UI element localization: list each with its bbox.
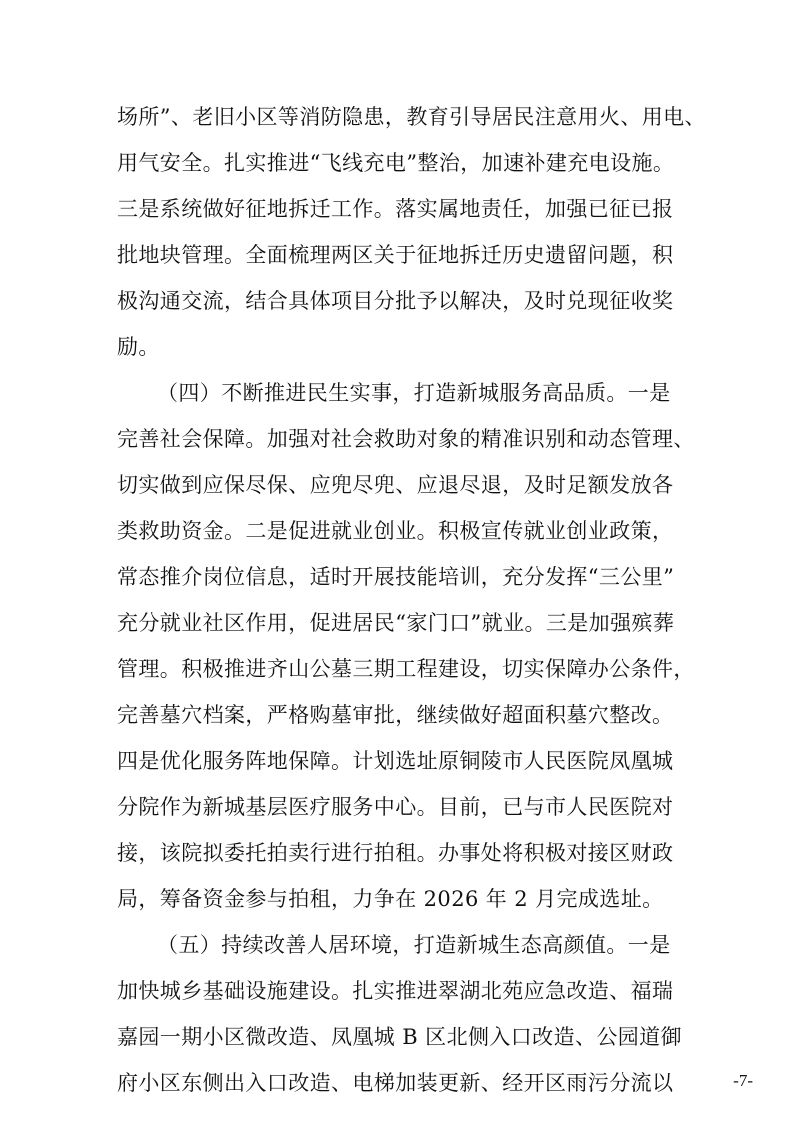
text-line: 切实做到应保尽保、应兜尽兜、应退尽退，及时足额发放各	[117, 473, 674, 497]
text-line: 管理。积极推进齐山公墓三期工程建设，切实保障办公条件，	[117, 657, 695, 681]
text-line: 接，该院拟委托拍卖行进行拍租。办事处将积极对接区财政	[117, 841, 674, 865]
text-line: 完善社会保障。加强对社会救助对象的精准识别和动态管理、	[117, 427, 695, 451]
text-line: 嘉园一期小区微改造、凤凰城 B 区北侧入口改造、公园道御	[117, 1025, 682, 1049]
text-line: 极沟通交流，结合具体项目分批予以解决，及时兑现征收奖	[117, 289, 674, 313]
text-line: 类救助资金。二是促进就业创业。积极宣传就业创业政策，	[117, 519, 674, 543]
section-heading-line: （五）持续改善人居环境，打造新城生态高颜值。一是	[157, 933, 671, 957]
section-heading-line: （四）不断推进民生实事，打造新城服务高品质。一是	[157, 381, 671, 405]
text-line: 用气安全。扎实推进“飞线充电”整治，加速补建充电设施。	[117, 151, 675, 175]
text-line: 批地块管理。全面梳理两区关于征地拆迁历史遗留问题，积	[117, 243, 674, 267]
text-line: 府小区东侧出入口改造、电梯加装更新、经开区雨污分流以	[117, 1071, 674, 1095]
page-number: -7-	[733, 1071, 753, 1090]
text-line: 加快城乡基础设施建设。扎实推进翠湖北苑应急改造、福瑞	[117, 979, 674, 1003]
text-line: 局，筹备资金参与拍租，力争在 2026 年 2 月完成选址。	[117, 887, 664, 911]
text-line: 常态推介岗位信息，适时开展技能培训，充分发挥“三公里”	[117, 565, 675, 589]
text-line: 场所”、老旧小区等消防隐患，教育引导居民注意用火、用电、	[117, 105, 706, 129]
text-line: 分院作为新城基层医疗服务中心。目前，已与市人民医院对	[117, 795, 674, 819]
text-line: 四是优化服务阵地保障。计划选址原铜陵市人民医院凤凰城	[117, 749, 674, 773]
text-line: 三是系统做好征地拆迁工作。落实属地责任，加强已征已报	[117, 197, 674, 221]
text-line: 充分就业社区作用，促进居民“家门口”就业。三是加强殡葬	[117, 611, 675, 635]
text-line: 完善墓穴档案，严格购墓审批，继续做好超面积墓穴整改。	[117, 703, 674, 727]
text-line: 励。	[117, 335, 160, 359]
